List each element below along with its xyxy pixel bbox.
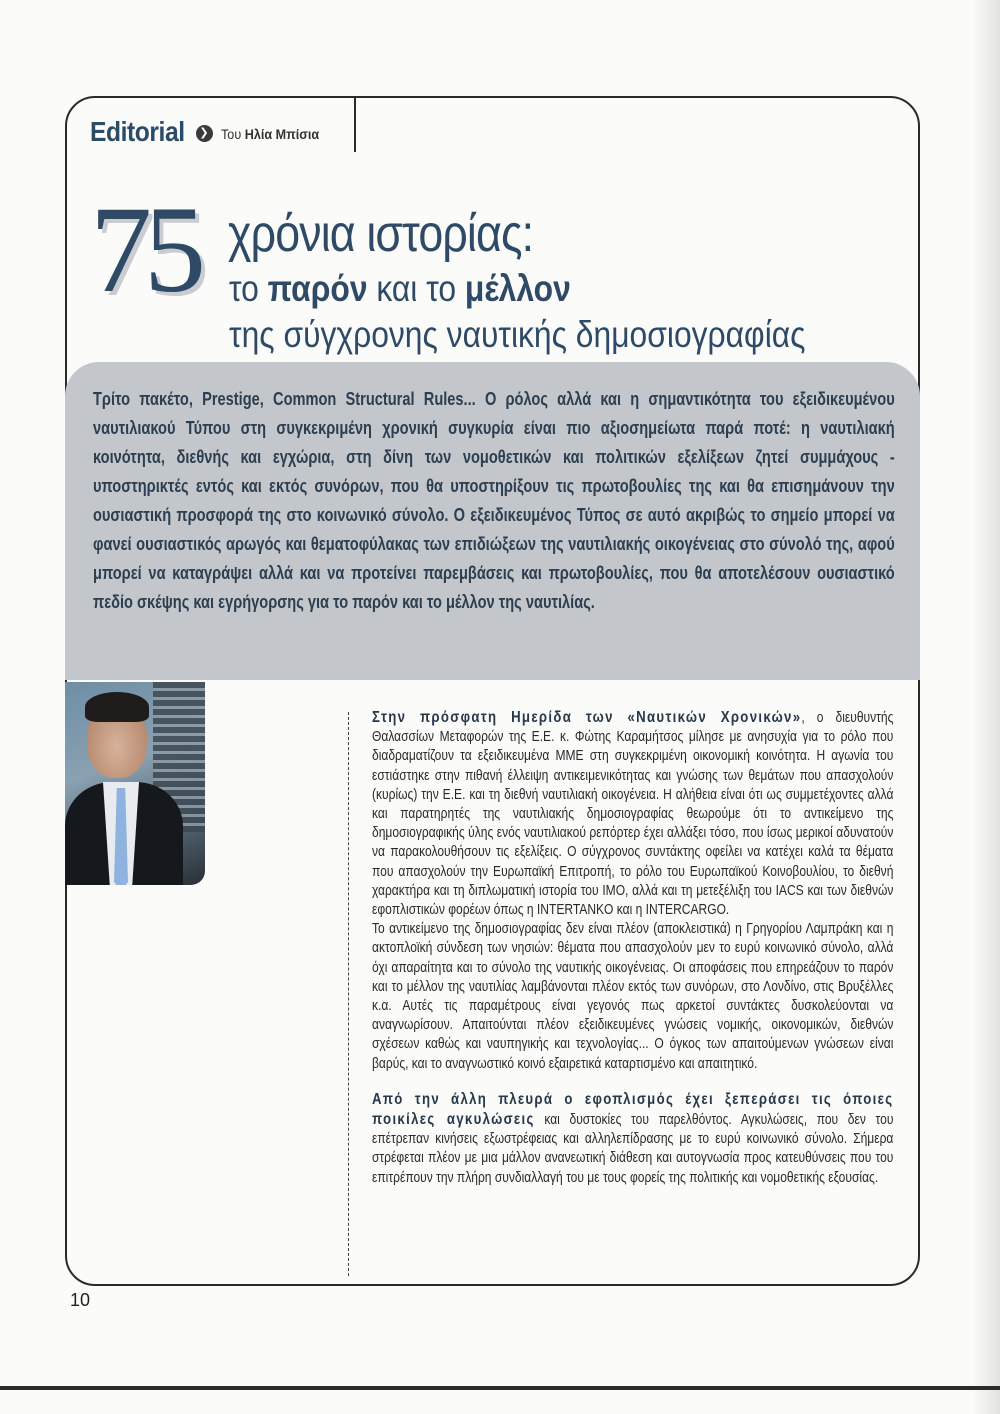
photo-hair <box>85 692 149 722</box>
header-divider <box>354 97 356 152</box>
paragraph-text: Το αντικείμενο της δημοσιογραφίας δεν είναι πλέον (αποκλειστικά) η Γρηγορίου Λαμπράκη και η ακτοπλοϊκή σύνδεση των νησιών: θέματα που απασχολούν μεν το ευρύ κοινωνικό σύνολο, αλλά όχι απαραίτητα και το σύνολο της ναυτικής οικογένειας. Οι αποφάσεις που επηρεάζουν το παρόν και το μέλλον της ναυτιλίας λαμβάνονται πλέον εκτός των συνόρων, στο Λονδίνο, στις Βρυξέλλες κ.α. Αυτές τις παραμέτρους είναι γεγονός πως αρκετοί συντάκτες δυσκολεύονται να αναγνωρίσουν. Απαιτούνται πλέον εξειδικευμένες γνώσεις νομικής, οικονομικών, διεθνών σχέσεων καθώς και ναυπηγικής και τεχνολογίας... Ο όγκος των απαιτούμενων γνώσεων είναι βαρύς, και το αναγνωστικό κοινό εξαιρετικά καταρτισμένο και απαιτητικό. <box>372 921 894 1072</box>
body-paragraph <box>372 708 893 920</box>
section-label: Editorial <box>90 116 185 147</box>
headline-emphasis: μέλλον <box>464 268 571 309</box>
author-name: Ηλία Μπίσια <box>244 126 319 142</box>
section-header <box>90 116 330 148</box>
byline <box>221 126 319 142</box>
anniversary-number: 75 <box>90 181 198 318</box>
column-divider <box>348 712 349 1276</box>
paragraph-text: και δυστοκίες του παρελθόντος. Αγκυλώσεις, που δεν του επέτρεπαν κινήσεις εξωστρέφειας και αλληλεπίδρασης με το ευρύ κοινωνικό σύνολο. Σήμερα στρέφεται πλέον με μια μάλλον ανανεωτική διάθεση και αυτογνωσία προς κατευθύνσεις που του επιτρέπουν την πλήρη συνδιαλλαγή του με τους φορείς της πολιτικής και νομοθετικής εξουσίας. <box>372 1112 894 1186</box>
chevron-right-icon: ❯ <box>196 125 213 142</box>
article-body <box>372 708 893 1188</box>
paragraph-lead-in: Στην πρόσφατη Ημερίδα των «Ναυτικών Χρονικών» <box>372 709 802 726</box>
lead-paragraph: Τρίτο πακέτο, Prestige, Common Structural Rules... Ο ρόλος αλλά και η σημαντικότητα του εξειδικευμένου ναυτιλιακού Τύπου στη συγκεκριμένη χρονική συγκυρία είναι πιο αξιοσημείωτα παρά ποτέ: η ναυτιλιακή κοινότητα, διεθνής και εγχώρια, στη δίνη των νομοθετικών και πολιτικών εξελίξεων ζητεί συμμάχους - υποστηρικτές εντός και εκτός συνόρων, που θα υποστηρίξουν τις πρωτοβουλίες της και θα επισημάνουν την ουσιαστική προσφορά της στο κοινωνικό σύνολο. Ο εξειδικευμένος Τύπος σε αυτό ακριβώς το σημείο μπορεί να φανεί ουσιαστικός αρωγός και θεματοφύλακας των επιδιώξεων της ναυτιλιακής οικογένειας στο σύνολό της, αφού μπορεί να καταγράψει αλλά και να προτείνει παρεμβάσεις και πρωτοβουλίες, που θα αποτελέσουν ουσιαστικό πεδίο σκέψης και εγρήγορσης για το παρόν και το μέλλον της ναυτιλίας. <box>93 388 895 612</box>
scan-edge-shadow <box>972 0 1000 1414</box>
page-number: 10 <box>70 1290 91 1310</box>
bottom-rule <box>0 1386 1000 1390</box>
byline-prefix: Του <box>220 126 241 142</box>
paragraph-text: , ο διευθυντής Θαλασσίων Μεταφορών της Ε.Ε. κ. Φώτης Καραμήτσος μίλησε με ανησυχία για το ρόλο που διαδραματίζουν τα εξειδικευμένα ΜΜΕ στη συγκεκριμένη οικονομική κοινότητα. Η αγωνία του εστιάστηκε στην πιθανή έλλειψη αντικειμενικότητας και γνώσης των θεμάτων που απασχολούν (κυρίως) την Ε.Ε. και τη διεθνή ναυτιλιακή οικογένεια. Η αλήθεια είναι ότι ως συμμετέχοντες αλλά και παρατηρητές της ναυτιλιακής δημοσιογραφίας θεωρούμε ότι το αντικείμενο της δημοσιογραφικής ύλης ενός ναυτιλιακού ρεπόρτερ έχει αλλάξει τόσο, που ίσως μερικοί αδυνατούν να παρακολουθήσουν τις εξελίξεις. Ο σύγχρονος συντάκτης οφείλει να κατέχει καλά τα θέματα που απασχολούν την Ευρωπαϊκή Επιτροπή, το ρόλο του Ευρωπαϊκού Κοινοβουλίου, το διεθνή χαρακτήρα και τη διπλωματική ιστορία του IMO, αλλά και τη μετεξέλιξη του IACS και των διεθνών εφοπλιστικών φορέων όπως η INTERTANKO και η INTERCARGO. <box>372 710 894 919</box>
headline-line-2 <box>229 268 571 310</box>
headline-emphasis: παρόν <box>267 268 368 309</box>
headline-line-3: της σύγχρονης ναυτικής δημοσιογραφίας <box>229 314 806 355</box>
body-paragraph <box>372 920 893 1074</box>
headline-word: το <box>229 268 259 309</box>
headline-word: και το <box>376 268 457 309</box>
author-photo <box>65 682 205 885</box>
body-paragraph <box>372 1090 893 1188</box>
paragraph-lead-in: Από την άλλη πλευρά ο εφοπλισμός έχει ξεπεράσει τις όποιες ποικίλες αγκυλώσεις <box>372 1090 894 1129</box>
headline-line-1: χρόνια ιστορίας: <box>228 205 534 263</box>
